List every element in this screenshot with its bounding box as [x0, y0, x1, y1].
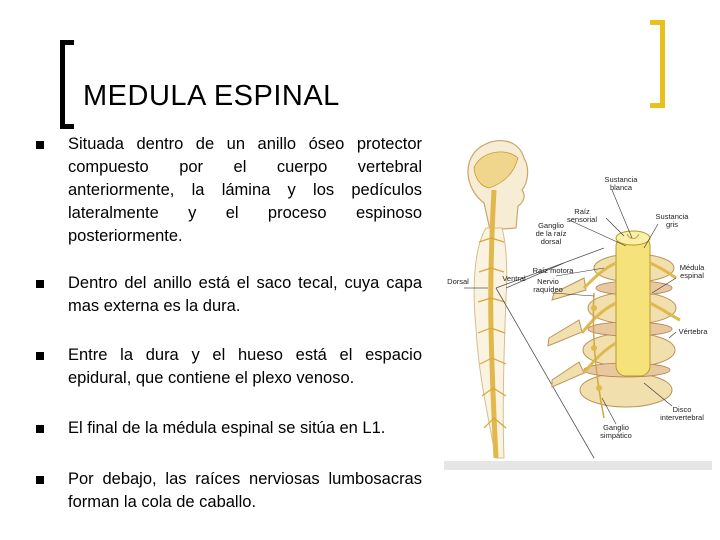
label-ganglio-raiz-dorsal: Ganglio de la raíz dorsal — [535, 221, 567, 246]
bullet-marker — [36, 141, 44, 149]
cord-segment — [616, 231, 650, 376]
slide-title: MEDULA ESPINAL — [83, 80, 340, 112]
figure-baseline — [444, 461, 712, 470]
bullet-marker — [36, 476, 44, 484]
label-sustancia-gris: Sustancia gris — [655, 212, 689, 229]
label-vertebra: Vértebra — [678, 327, 708, 336]
label-disco-intervertebral: Disco intervertebral — [660, 405, 704, 422]
bullet-text: Situada dentro de un anillo óseo protector compuesto por el cuerpo vertebral anteriormente, la lámina y los pedículos lateralmente y el proceso espinoso posteriormente. — [68, 135, 422, 245]
label-ventral: Ventral — [502, 274, 526, 283]
bullet-marker — [36, 352, 44, 360]
label-raiz-sensorial: Raíz sensorial — [566, 207, 597, 224]
bullet-text: Dentro del anillo está el saco tecal, cuya capa mas externa es la dura. — [68, 274, 422, 315]
spinal-cord-illustration — [444, 128, 712, 470]
bullet-text: Entre la dura y el hueso está el espacio epidural, que contiene el plexo venoso. — [68, 346, 422, 387]
title-bracket-right — [650, 20, 665, 108]
label-ganglio-simpatico: Ganglio simpático — [600, 423, 632, 440]
label-sustancia-blanca: Sustancia blanca — [604, 175, 638, 192]
label-raiz-motora: Raíz motora — [532, 266, 574, 275]
bullet-marker — [36, 425, 44, 433]
label-nervio-raquideo: Nervio raquídeo — [533, 277, 563, 294]
bullet-text: El final de la médula espinal se sitúa en L1. — [68, 419, 386, 437]
label-medula-espinal: Médula espinal — [679, 263, 705, 280]
bullet-text: Por debajo, las raíces nerviosas lumbosacras forman la cola de caballo. — [68, 470, 422, 511]
label-dorsal: Dorsal — [447, 277, 469, 286]
bullet-marker — [36, 280, 44, 288]
vertebra-column — [548, 254, 676, 407]
